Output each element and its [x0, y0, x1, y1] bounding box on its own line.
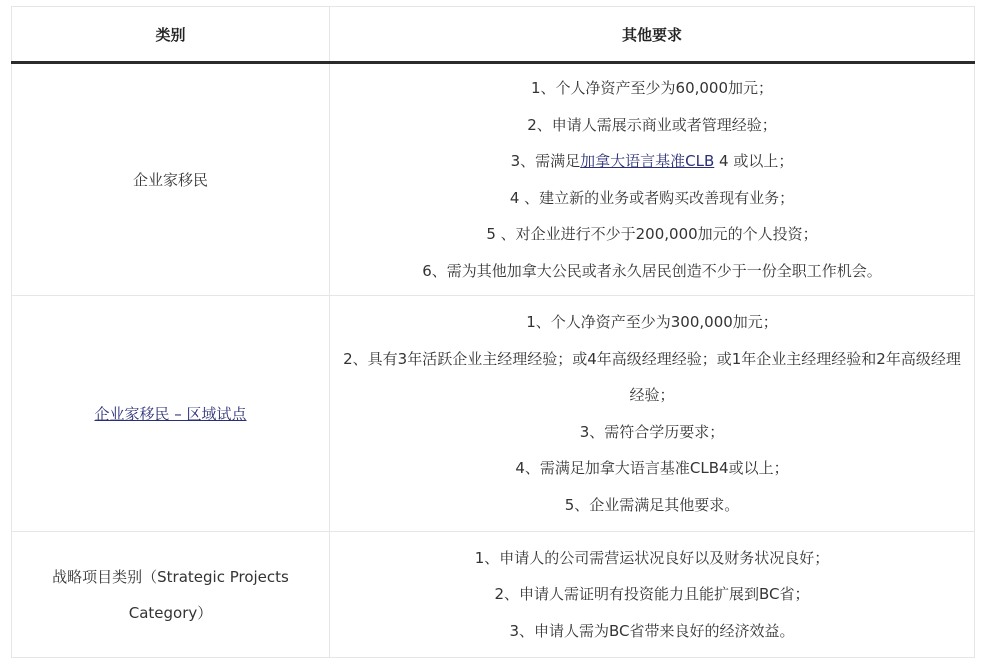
- requirement-item: 2、申请人需证明有投资能力且能扩展到BC省；: [494, 585, 810, 604]
- clb-link[interactable]: 加拿大语言基准CLB: [580, 152, 715, 170]
- regional-pilot-link[interactable]: 企业家移民 – 区域试点: [94, 404, 247, 423]
- requirement-item: 2、申请人需展示商业或者管理经验；: [527, 115, 777, 134]
- category-label: 企业家移民: [132, 170, 208, 189]
- header-category: 类别: [12, 7, 330, 63]
- requirement-item: [330, 143, 974, 180]
- requirement-item: 3、需符合学历要求；: [579, 422, 725, 441]
- requirement-item: 1、个人净资产至少为300,000加元；: [526, 313, 778, 331]
- category-cell: [12, 296, 330, 532]
- immigration-requirements-table: [11, 6, 975, 658]
- requirements-cell: [330, 532, 975, 658]
- requirement-item: 1、申请人的公司需营运状况良好以及财务状况良好；: [474, 548, 830, 567]
- requirement-item: 1、个人净资产至少为60,000加元；: [530, 79, 774, 97]
- table-header-row: [12, 7, 975, 63]
- requirement-item: 6、需为其他加拿大公民或者永久居民创造不少于一份全职工作机会。: [422, 261, 882, 280]
- requirements-cell: [330, 296, 975, 532]
- category-label: 战略项目类别（Strategic Projects Category）: [52, 567, 289, 622]
- requirement-item: 3、申请人需为BC省带来良好的经济效益。: [509, 621, 795, 640]
- requirement-prefix: 3、需满足: [510, 152, 581, 170]
- table-row: [12, 296, 975, 532]
- category-cell: [12, 63, 330, 296]
- requirements-cell: [330, 63, 975, 296]
- requirement-suffix: 4 或以上；: [714, 152, 794, 170]
- requirement-item: 4、需满足加拿大语言基准CLB4或以上；: [515, 459, 789, 477]
- header-requirements: 其他要求: [330, 7, 975, 63]
- table-row: [12, 532, 975, 658]
- requirement-item: 5、企业需满足其他要求。: [564, 495, 740, 514]
- requirement-item: 4 、建立新的业务或者购买改善现有业务；: [509, 188, 795, 207]
- requirement-item: 5 、对企业进行不少于200,000加元的个人投资；: [486, 225, 818, 243]
- requirement-item: 2、具有3年活跃企业主经理经验；或4年高级经理经验；或1年企业主经理经验和2年高级经理经验；: [343, 349, 961, 404]
- table-row: [12, 63, 975, 296]
- category-cell: [12, 532, 330, 658]
- immigration-requirements-table-container: [11, 6, 974, 658]
